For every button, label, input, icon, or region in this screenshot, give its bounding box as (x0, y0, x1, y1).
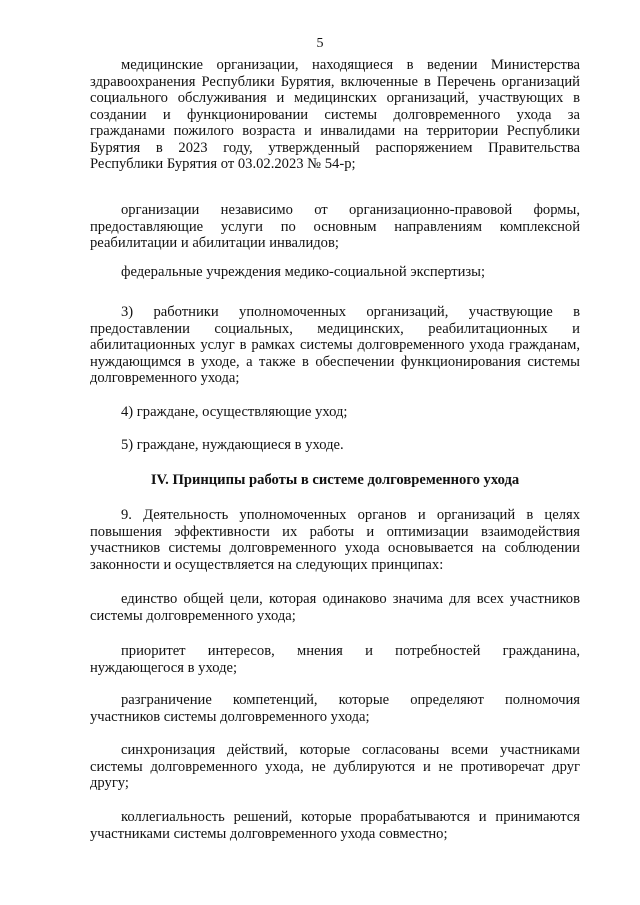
paragraph-principle-collegiality: коллегиальность решений, которые прорабатываются и принимаются участниками системы долговременного ухода совместно; (90, 809, 580, 842)
paragraph-medical-organizations: медицинские организации, находящиеся в ведении Министерства здравоохранения Республики Бурятия, включенные в Перечень организаций социального обслуживания и медицинских организаций, участвующих в создании и функционировании системы долговременного ухода за гражданами пожилого возраста и инвалидами на территории Республики Бурятия в 2023 году, утвержденный распоряжением Правительства Республики Бурятия от 03.02.2023 № 54-р; (90, 57, 580, 172)
section-heading: IV. Принципы работы в системе долговременного ухода (150, 472, 520, 488)
paragraph-principle-priority: приоритет интересов, мнения и потребностей гражданина, нуждающегося в уходе; (90, 643, 580, 676)
paragraph-item-3: 3) работники уполномоченных организаций, участвующие в предоставлении социальных, медицинских, реабилитационных и абилитационных услуг в рамках системы долговременного ухода гражданам, нуждающимся в уходе, а также в обеспечении функционирования системы долговременного ухода; (90, 304, 580, 386)
paragraph-item-4: 4) граждане, осуществляющие уход; (121, 404, 348, 420)
paragraph-rehabilitation-organizations: организации независимо от организационно-правовой формы, предоставляющие услуги по основным направлениям комплексной реабилитации и абилитации инвалидов; (90, 202, 580, 251)
paragraph-principle-synchronization: синхронизация действий, которые согласованы всеми участниками системы долговременного ухода, не дублируются и не противоречат друг другу; (90, 742, 580, 791)
paragraph-item-5: 5) граждане, нуждающиеся в уходе. (121, 437, 344, 453)
paragraph-principles-intro: 9. Деятельность уполномоченных органов и организаций в целях повышения эффективности их работы и оптимизации взаимодействия участников системы долговременного ухода основывается на соблюдении законности и осуществляется на следующих принципах: (90, 507, 580, 573)
paragraph-principle-competence: разграничение компетенций, которые определяют полномочия участников системы долговременного ухода; (90, 692, 580, 725)
paragraph-principle-unity: единство общей цели, которая одинаково значима для всех участников системы долговременного ухода; (90, 591, 580, 624)
page-number: 5 (316, 36, 324, 51)
paragraph-federal-institutions: федеральные учреждения медико-социальной экспертизы; (121, 264, 486, 280)
